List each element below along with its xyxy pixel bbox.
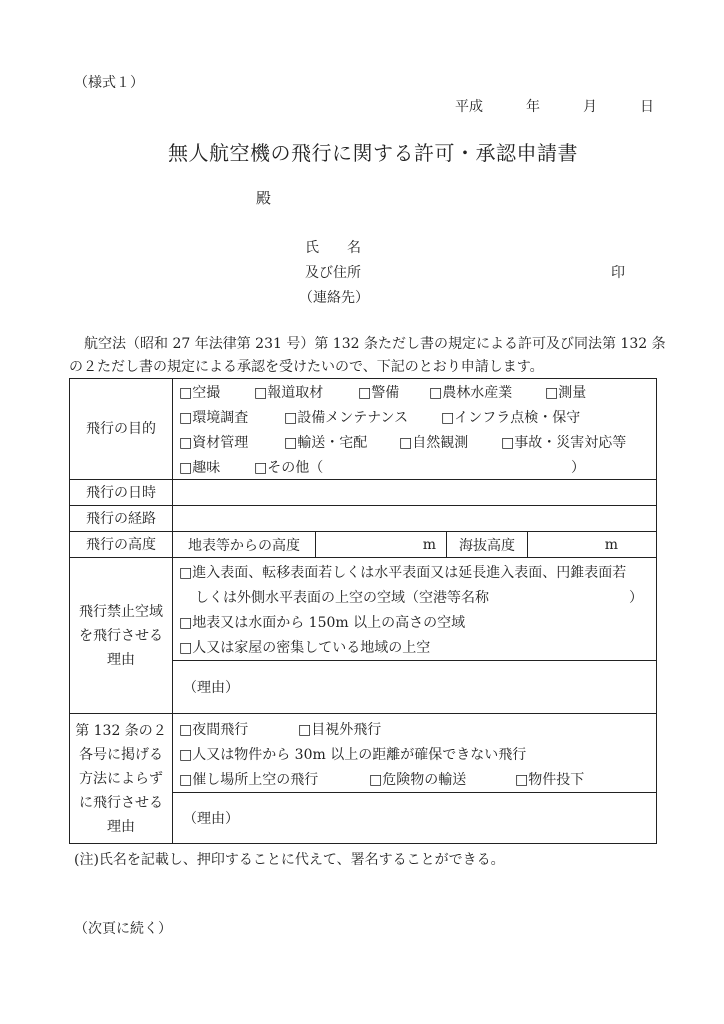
altitude-row bbox=[70, 532, 657, 558]
altitude-label: 飛行の高度 bbox=[70, 532, 173, 558]
date-year: 年 bbox=[526, 99, 540, 115]
method-30m-distance[interactable]: □人又は物件から 30m 以上の距離が確保できない飛行 bbox=[179, 746, 527, 763]
no-fly-row bbox=[70, 558, 657, 661]
no-fly-airport-surface-cont: しくは外側水平表面の上空の空域（空港等名称 bbox=[195, 590, 489, 606]
method-reason-field[interactable] bbox=[173, 793, 657, 844]
no-fly-dense-area[interactable]: □人又は家屋の密集している地域の上空 bbox=[179, 640, 431, 656]
purpose-security[interactable]: □警備 bbox=[358, 385, 400, 401]
date-era: 平成 bbox=[455, 99, 483, 115]
method-label-line-5: 理由 bbox=[107, 818, 135, 835]
page-title: 無人航空機の飛行に関する許可・承認申請書 bbox=[168, 141, 578, 165]
purpose-other-close: ） bbox=[571, 460, 585, 476]
addressee: 殿 bbox=[256, 189, 272, 207]
method-beyond-visual[interactable]: □目視外飛行 bbox=[298, 721, 382, 738]
purpose-other[interactable]: □その他（ bbox=[254, 460, 324, 476]
no-fly-label-line-3: 理由 bbox=[107, 651, 135, 668]
method-night-flight[interactable]: □夜間飛行 bbox=[179, 721, 249, 738]
datetime-label: 飛行の日時 bbox=[70, 480, 173, 506]
purpose-nature[interactable]: □自然観測 bbox=[399, 435, 469, 451]
no-fly-label-line-1: 飛行禁止空域 bbox=[79, 603, 163, 620]
purpose-environment[interactable]: □環境調査 bbox=[179, 410, 249, 426]
seal-mark: 印 bbox=[611, 265, 625, 281]
intro-line-1: 航空法（昭和 27 年法律第 231 号）第 132 条ただし書の規定による許可及び同法第 132 条 bbox=[84, 336, 666, 352]
purpose-row bbox=[70, 379, 657, 480]
purpose-aerial-photo[interactable]: □空撮 bbox=[179, 385, 221, 401]
sea-altitude-field[interactable] bbox=[528, 532, 656, 557]
no-fly-airport-surface[interactable]: □進入表面、転移表面若しくは水平表面又は延長進入表面、円錐表面若 bbox=[179, 565, 627, 581]
purpose-news[interactable]: □報道取材 bbox=[254, 385, 324, 401]
method-label-line-3: 方法によらず bbox=[79, 770, 163, 787]
ground-altitude-unit: m bbox=[422, 536, 436, 553]
datetime-field[interactable] bbox=[173, 480, 657, 506]
method-label-line-4: に飛行させる bbox=[79, 794, 163, 811]
application-table bbox=[69, 378, 657, 844]
method-event-venue[interactable]: □催し場所上空の飛行 bbox=[179, 771, 319, 788]
date-month: 月 bbox=[583, 99, 597, 115]
sea-altitude-unit: m bbox=[604, 536, 618, 553]
no-fly-label bbox=[70, 558, 173, 714]
no-fly-options bbox=[173, 558, 657, 661]
purpose-delivery[interactable]: □輸送・宅配 bbox=[284, 435, 368, 451]
continued-note: （次頁に続く） bbox=[74, 921, 172, 937]
name-label: 氏 名 bbox=[305, 240, 361, 256]
date-day: 日 bbox=[640, 99, 654, 115]
purpose-disaster[interactable]: □事故・災害対応等 bbox=[501, 435, 627, 451]
purpose-agriculture[interactable]: □農林水産業 bbox=[429, 385, 513, 401]
intro-line-2: の２ただし書の規定による承認を受けたいので、下記のとおり申請します。 bbox=[69, 359, 544, 375]
method-label bbox=[70, 714, 173, 844]
method-hazardous[interactable]: □危険物の輸送 bbox=[369, 771, 467, 788]
method-row bbox=[70, 714, 657, 793]
no-fly-airport-close: ） bbox=[629, 590, 643, 606]
contact-label: （連絡先） bbox=[299, 290, 369, 306]
route-field[interactable] bbox=[173, 506, 657, 532]
purpose-infrastructure[interactable]: □インフラ点検・保守 bbox=[441, 410, 581, 426]
route-label: 飛行の経路 bbox=[70, 506, 173, 532]
purpose-survey[interactable]: □測量 bbox=[545, 385, 587, 401]
purpose-label: 飛行の目的 bbox=[70, 379, 173, 480]
method-label-line-1: 第 132 条の２ bbox=[75, 722, 167, 739]
datetime-row bbox=[70, 480, 657, 506]
footnote: (注)氏名を記載し、押印することに代えて、署名することができる。 bbox=[74, 852, 505, 868]
method-reason-label: （理由） bbox=[183, 811, 239, 827]
purpose-hobby[interactable]: □趣味 bbox=[179, 460, 221, 476]
form-number: （様式１） bbox=[74, 75, 144, 91]
no-fly-label-line-2: を飛行させる bbox=[79, 627, 163, 644]
purpose-options bbox=[173, 379, 657, 480]
method-options bbox=[173, 714, 657, 793]
no-fly-reason-label: （理由） bbox=[183, 680, 239, 696]
altitude-fields bbox=[173, 532, 657, 558]
purpose-maintenance[interactable]: □設備メンテナンス bbox=[284, 410, 409, 426]
sea-altitude-label: 海抜高度 bbox=[447, 532, 528, 557]
no-fly-reason-field[interactable] bbox=[173, 661, 657, 714]
ground-altitude-field[interactable] bbox=[316, 532, 447, 557]
method-drop-objects[interactable]: □物件投下 bbox=[515, 771, 585, 788]
no-fly-150m[interactable]: □地表又は水面から 150m 以上の高さの空域 bbox=[179, 615, 466, 631]
ground-altitude-label: 地表等からの高度 bbox=[173, 532, 316, 557]
address-label: 及び住所 bbox=[305, 265, 361, 281]
route-row bbox=[70, 506, 657, 532]
purpose-materials[interactable]: □資材管理 bbox=[179, 435, 249, 451]
method-label-line-2: 各号に掲げる bbox=[79, 746, 163, 763]
